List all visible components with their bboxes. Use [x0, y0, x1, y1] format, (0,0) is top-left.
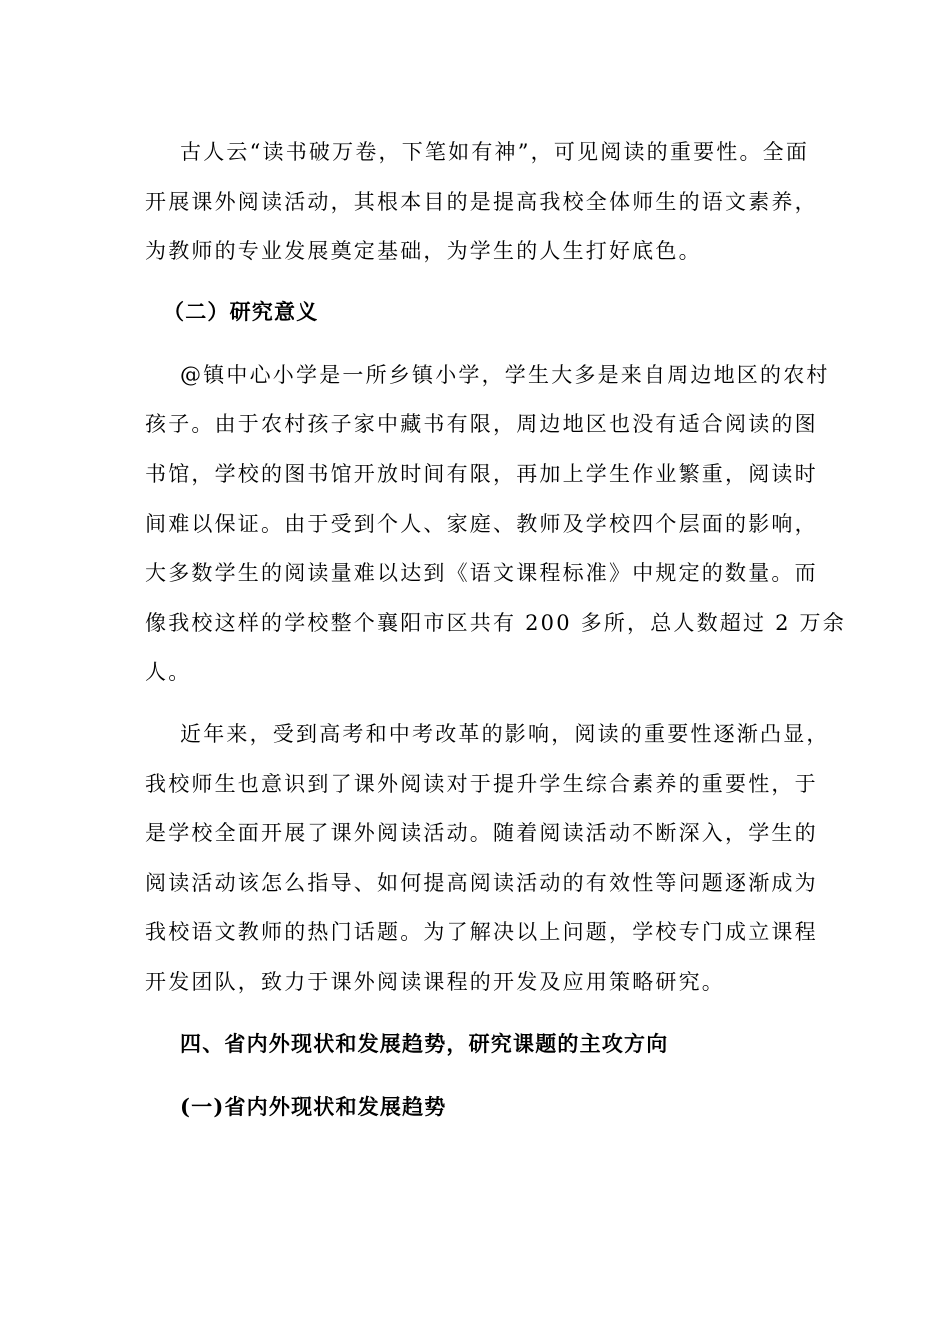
paragraph-line: 我校语文教师的热门话题。为了解决以上问题，学校专门成立课程 [145, 920, 818, 944]
paragraph-line: 书馆，学校的图书馆开放时间有限，再加上学生作业繁重，阅读时 [145, 462, 818, 486]
subsection-heading: (一)省内外现状和发展趋势 [180, 1094, 447, 1119]
paragraph-line: 间难以保证。由于受到个人、家庭、教师及学校四个层面的影响， [145, 512, 818, 536]
paragraph-line: 孩子。由于农村孩子家中藏书有限，周边地区也没有适合阅读的图 [145, 412, 818, 436]
paragraph-line: 人。 [145, 660, 192, 684]
paragraph-line: 为教师的专业发展奠定基础，为学生的人生打好底色。 [145, 239, 702, 263]
paragraph-line: 是学校全面开展了课外阅读活动。随着阅读活动不断深入，学生的 [145, 821, 818, 845]
section-heading: （二）研究意义 [163, 299, 319, 324]
section-heading: 四、省内外现状和发展趋势，研究课题的主攻方向 [180, 1031, 669, 1056]
paragraph-line: 近年来，受到高考和中考改革的影响，阅读的重要性逐渐凸显， [180, 722, 830, 746]
paragraph-line: 大多数学生的阅读量难以达到《语文课程标准》中规定的数量。而 [145, 561, 818, 585]
paragraph-line: 我校师生也意识到了课外阅读对于提升学生综合素养的重要性，于 [145, 772, 818, 796]
paragraph-line: 像我校这样的学校整个襄阳市区共有 200 多所，总人数超过 2 万余 [145, 611, 846, 635]
paragraph-line: @镇中心小学是一所乡镇小学，学生大多是来自周边地区的农村 [180, 363, 830, 387]
paragraph-line: 开展课外阅读活动，其根本目的是提高我校全体师生的语文素养， [145, 190, 818, 214]
paragraph-line: 阅读活动该怎么指导、如何提高阅读活动的有效性等问题逐渐成为 [145, 871, 818, 895]
paragraph-line: 古人云“读书破万卷，下笔如有神”，可见阅读的重要性。全面 [180, 140, 810, 164]
paragraph-line: 开发团队，致力于课外阅读课程的开发及应用策略研究。 [145, 970, 725, 994]
